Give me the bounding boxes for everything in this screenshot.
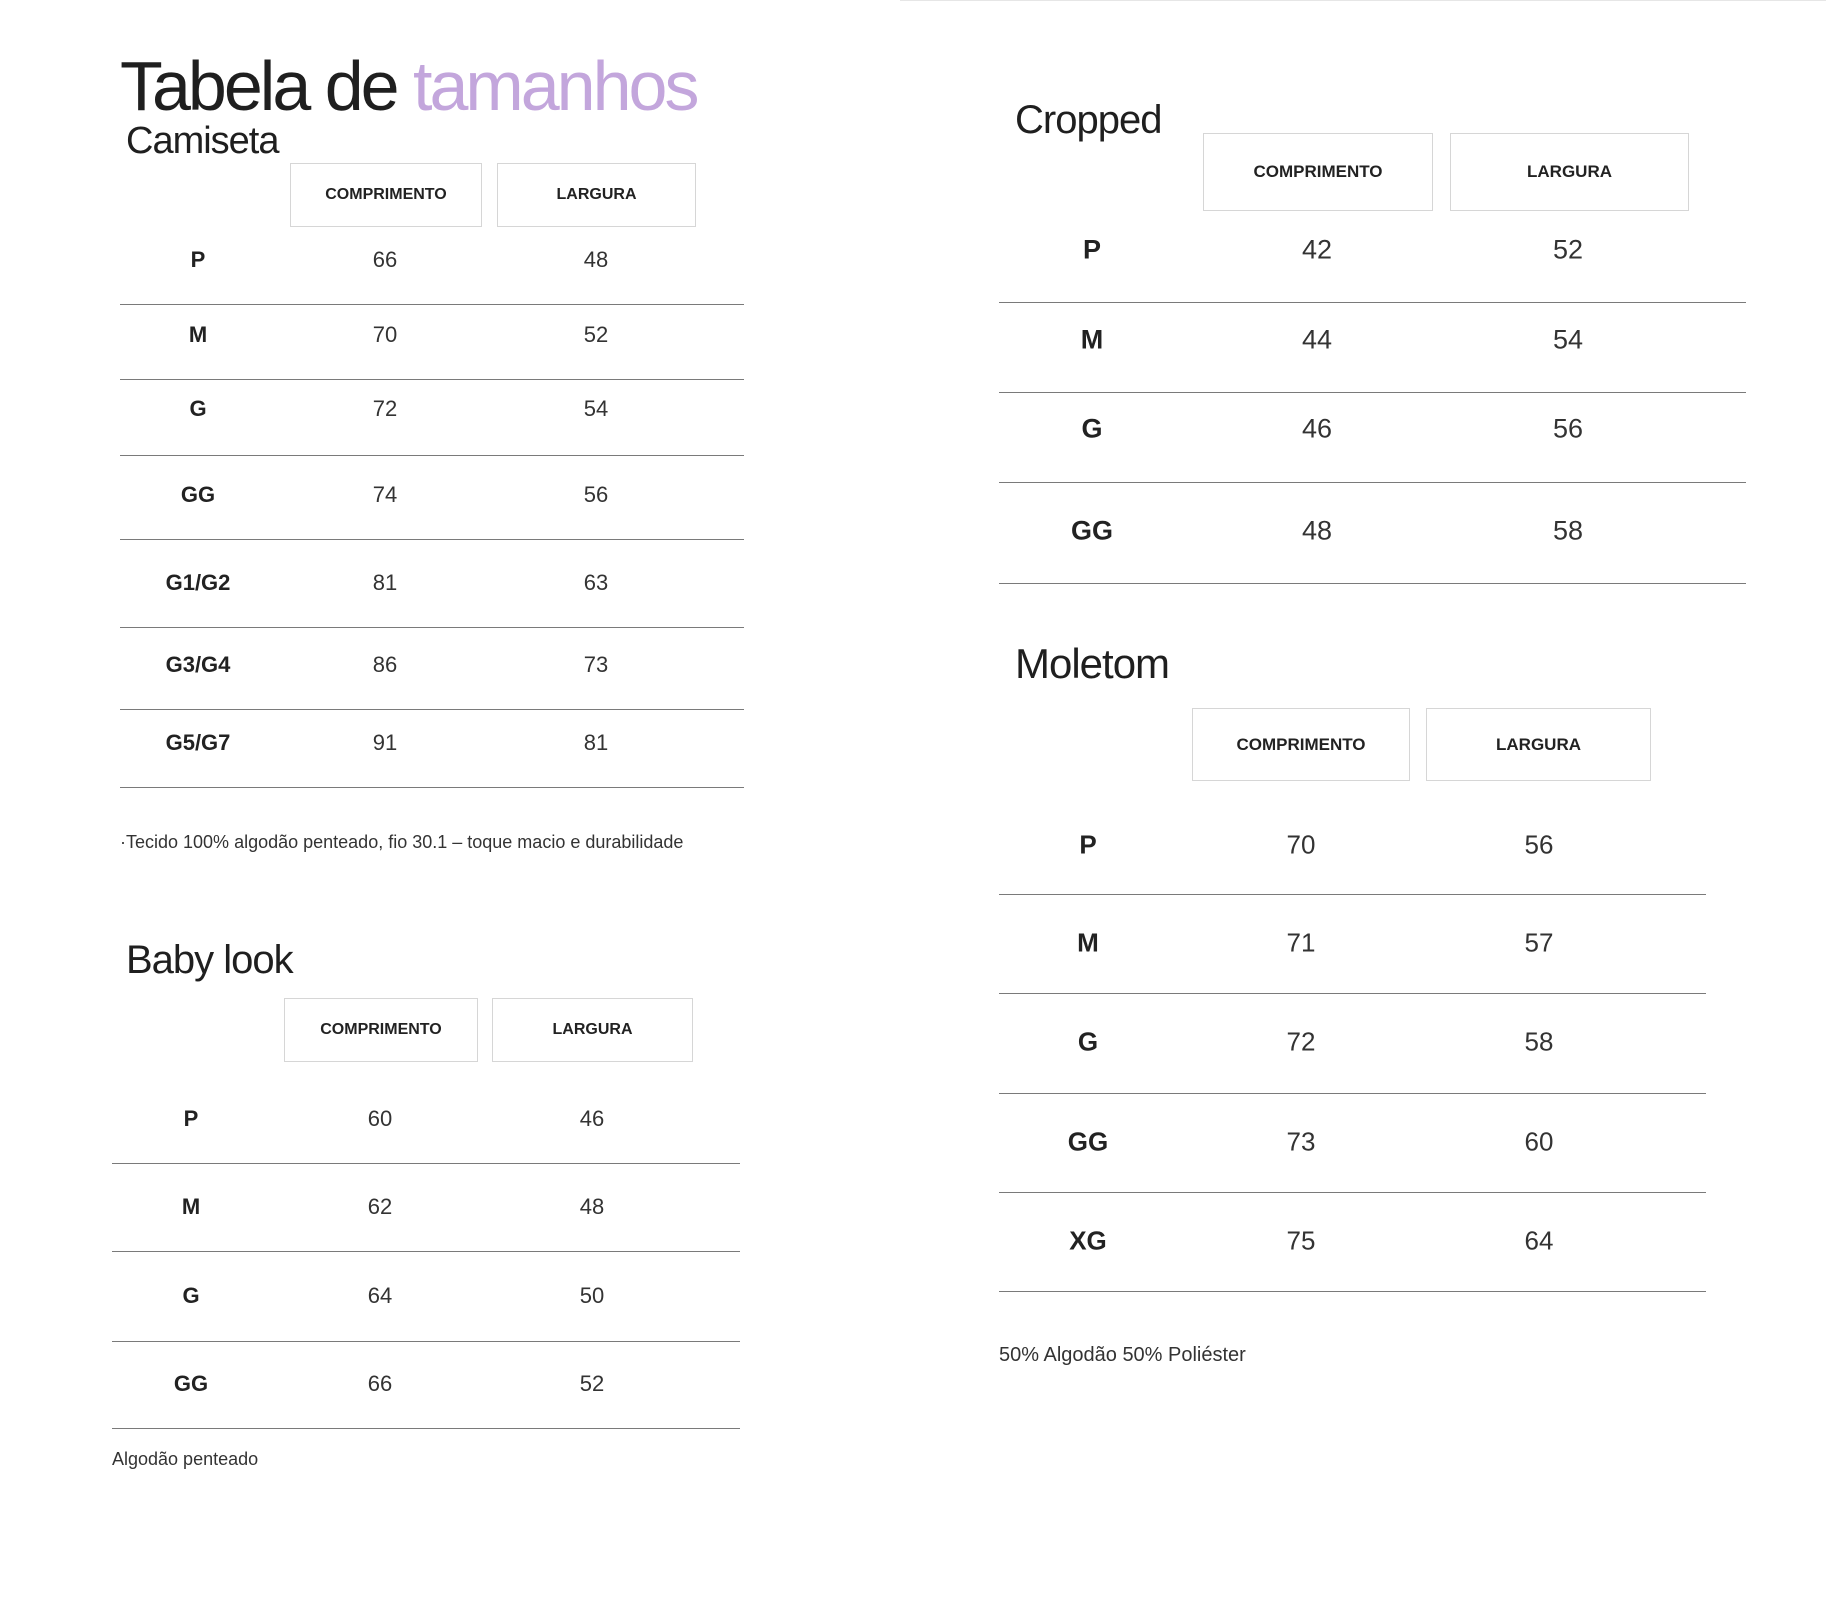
comprimento-value: 48 [1301, 515, 1333, 546]
largura-header: LARGURA [1450, 133, 1689, 211]
comprimento-header: COMPRIMENTO [1192, 708, 1410, 781]
comprimento-value: 66 [372, 247, 398, 272]
row-divider [120, 787, 744, 788]
title-accent: tamanhos [413, 47, 697, 125]
moletom-title: Moletom [1015, 640, 1170, 687]
largura-value: 60 [1524, 1126, 1554, 1157]
comprimento-value: 81 [372, 570, 398, 595]
babylook-size-table [112, 998, 740, 1430]
largura-value: 52 [1552, 234, 1584, 265]
size-label: G [182, 1283, 200, 1308]
size-label: M [1077, 927, 1099, 958]
largura-header: LARGURA [1426, 708, 1651, 781]
comprimento-value: 70 [372, 322, 398, 347]
comprimento-value: 72 [1286, 1026, 1316, 1057]
comprimento-value: 46 [1301, 413, 1333, 444]
comprimento-value: 74 [372, 482, 398, 507]
size-label: G1/G2 [165, 570, 231, 595]
size-label: P [183, 1106, 199, 1131]
table-row [999, 133, 1746, 584]
size-label: GG [1070, 515, 1114, 546]
row-divider [999, 1291, 1706, 1292]
largura-value: 57 [1524, 927, 1554, 958]
comprimento-value: 70 [1286, 829, 1316, 860]
moletom-size-table [999, 708, 1706, 1293]
largura-value: 81 [583, 730, 609, 755]
comprimento-value: 86 [372, 652, 398, 677]
table-row [112, 998, 740, 1429]
comprimento-value: 64 [367, 1283, 393, 1308]
comprimento-value: 66 [367, 1371, 393, 1396]
camiseta-fabric-note: ·Tecido 100% algodão penteado, fio 30.1 – toque macio e durabilidade [120, 832, 684, 852]
comprimento-value: 62 [367, 1194, 393, 1219]
comprimento-header: COMPRIMENTO [284, 998, 478, 1062]
comprimento-value: 60 [367, 1106, 393, 1131]
comprimento-header: COMPRIMENTO [290, 163, 482, 227]
comprimento-value: 91 [372, 730, 398, 755]
table-row [999, 708, 1706, 1292]
largura-value: 50 [579, 1283, 605, 1308]
comprimento-header: COMPRIMENTO [1203, 133, 1433, 211]
size-label: P [1082, 234, 1102, 265]
size-label: M [188, 322, 208, 347]
largura-value: 54 [583, 396, 609, 421]
camiseta-title: Camiseta [126, 120, 279, 162]
size-label: G [189, 396, 207, 421]
camiseta-size-table [120, 163, 744, 789]
largura-value: 73 [583, 652, 609, 677]
size-label: P [1079, 829, 1097, 860]
comprimento-value: 71 [1286, 927, 1316, 958]
size-label: G5/G7 [165, 730, 231, 755]
page-divider [900, 0, 1826, 1]
largura-value: 64 [1524, 1225, 1554, 1256]
size-label: GG [173, 1371, 209, 1396]
cropped-size-table [999, 133, 1746, 585]
largura-value: 52 [579, 1371, 605, 1396]
moletom-fabric-note: 50% Algodão 50% Poliéster [999, 1344, 1246, 1366]
largura-header: LARGURA [497, 163, 696, 227]
largura-value: 52 [583, 322, 609, 347]
largura-value: 63 [583, 570, 609, 595]
largura-header: LARGURA [492, 998, 693, 1062]
size-label: GG [1067, 1126, 1109, 1157]
size-label: M [1080, 324, 1104, 355]
size-label: G [1081, 413, 1103, 444]
size-label: G [1077, 1026, 1099, 1057]
largura-value: 48 [583, 247, 609, 272]
size-label: P [190, 247, 206, 272]
largura-value: 56 [1524, 829, 1554, 860]
table-row [120, 163, 744, 788]
babylook-fabric-note: Algodão penteado [112, 1449, 259, 1469]
row-divider [112, 1428, 740, 1429]
size-label: G3/G4 [165, 652, 231, 677]
comprimento-value: 44 [1301, 324, 1333, 355]
largura-value: 58 [1524, 1026, 1554, 1057]
comprimento-value: 42 [1301, 234, 1333, 265]
largura-value: 48 [579, 1194, 605, 1219]
largura-value: 56 [1552, 413, 1584, 444]
largura-value: 58 [1552, 515, 1584, 546]
largura-value: 54 [1552, 324, 1584, 355]
size-label: GG [180, 482, 216, 507]
largura-value: 56 [583, 482, 609, 507]
cropped-title: Cropped [1015, 98, 1162, 142]
comprimento-value: 72 [372, 396, 398, 421]
page-title [120, 46, 696, 126]
title-main: Tabela de [120, 47, 397, 125]
babylook-title: Baby look [126, 938, 293, 982]
largura-value: 46 [579, 1106, 605, 1131]
comprimento-value: 73 [1286, 1126, 1316, 1157]
row-divider [999, 583, 1746, 584]
size-label: XG [1069, 1225, 1107, 1256]
size-label: M [181, 1194, 201, 1219]
comprimento-value: 75 [1286, 1225, 1316, 1256]
